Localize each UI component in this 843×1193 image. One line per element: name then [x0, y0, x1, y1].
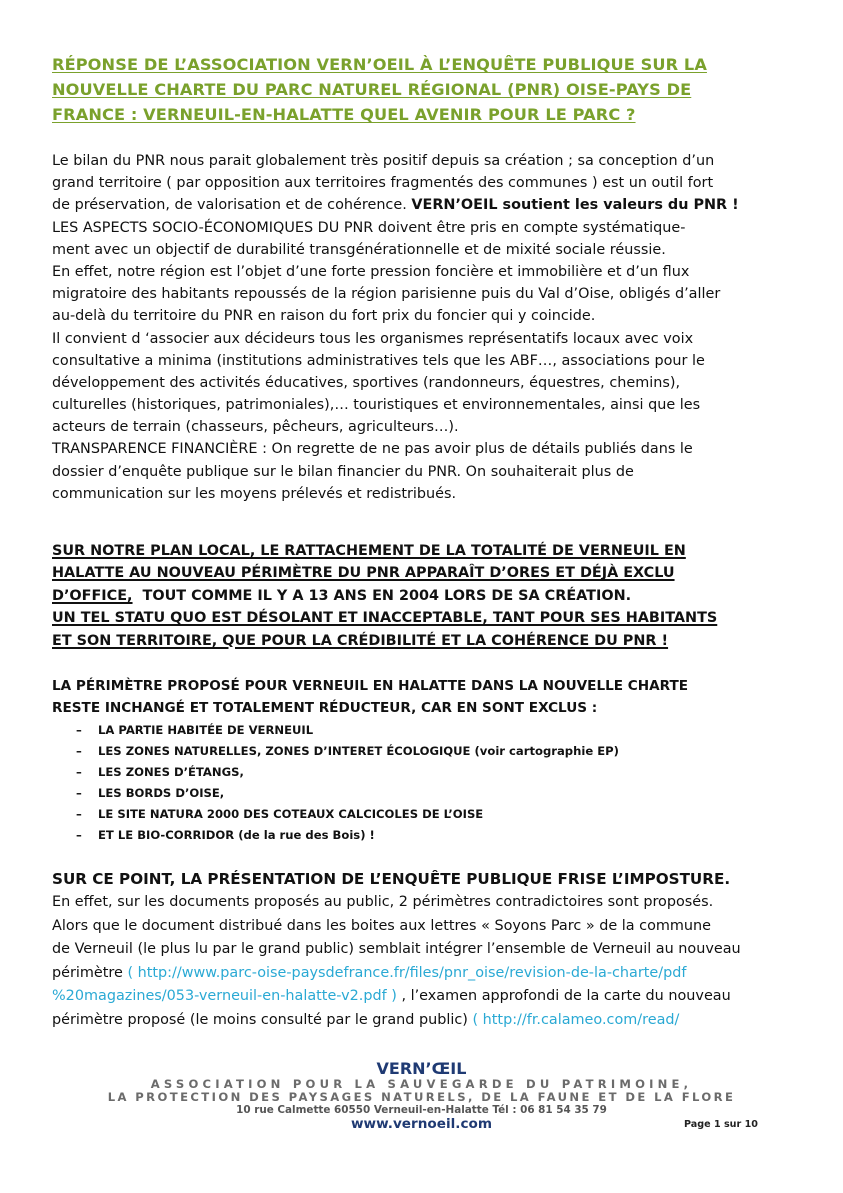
text-run: de préservation, de valorisation et de cohérence. — [52, 197, 412, 214]
paragraph-line: dossier d’enquête publique sur le bilan financier du PNR. On souhaiterait plus de — [52, 463, 634, 480]
list-item-text: LA PARTIE HABITÉE DE VERNEUIL — [98, 723, 314, 737]
paragraph-line — [52, 1009, 797, 1033]
paragraph-line: LES ASPECTS SOCIO-ÉCONOMIQUES DU PNR doivent être pris en compte systématique- — [52, 219, 686, 236]
association-name: VERN’ŒIL — [376, 1059, 467, 1078]
paragraph-line: Il convient d ‘associer aux décideurs tous les organismes représentatifs locaux avec voix — [52, 330, 694, 347]
paragraph-line: Le bilan du PNR nous parait globalement très positif depuis sa création ; sa conception d’un — [52, 153, 715, 169]
title-line: NOUVELLE CHARTE DU PARC NATUREL RÉGIONAL (PNR) OISE-PAYS DE — [52, 80, 692, 99]
warning-line: ET SON TERRITOIRE, QUE POUR LA CRÉDIBILITÉ ET LA COHÉRENCE DU PNR ! — [52, 632, 669, 649]
perimeter-line: RESTE INCHANGÉ ET TOTALEMENT RÉDUCTEUR, CAR EN SONT EXCLUS : — [52, 699, 598, 716]
list-item: – LA PARTIE HABITÉE DE VERNEUIL — [76, 723, 314, 737]
paragraph-line: de Verneuil (le plus lu par le grand public) semblait intégrer l’ensemble de Verneuil au nouveau — [52, 941, 741, 958]
list-item-text: LE SITE NATURA 2000 DES COTEAUX CALCICOLES DE L’OISE — [98, 807, 484, 821]
list-item: – LE SITE NATURA 2000 DES COTEAUX CALCICOLES DE L’OISE — [76, 807, 484, 821]
paragraph-line: grand territoire ( par opposition aux territoires fragmentés des communes ) est un outil fort — [52, 175, 714, 192]
excluded-zones-list — [76, 720, 619, 846]
paragraph-line: communication sur les moyens prélevés et redistribués. — [52, 485, 457, 502]
paragraph-line — [52, 194, 797, 216]
paragraph-line: En effet, sur les documents proposés au public, 2 périmètres contradictoires sont proposés. — [52, 894, 714, 910]
paragraph-line — [52, 985, 797, 1009]
text-run: TOUT COMME IL Y A 13 ANS EN 2004 LORS DE SA CRÉATION. — [132, 587, 632, 604]
paragraph-line: consultative a minima (institutions administratives tels que les ABF…, associations pour le — [52, 352, 705, 369]
paragraph-line: développement des activités éducatives, sportives (randonneurs, équestres, chemins), — [52, 374, 681, 391]
list-item: – LES ZONES D’ÉTANGS, — [76, 765, 244, 779]
warning-line: HALATTE AU NOUVEAU PÉRIMÈTRE DU PNR APPARAÎT D’ORES ET DÉJÀ EXCLU — [52, 565, 675, 582]
parc-magazine-link-continued[interactable]: %20magazines/053-verneuil-en-halatte-v2.pdf ) — [52, 988, 397, 1005]
text-run: périmètre — [52, 964, 128, 981]
paragraph-line — [52, 962, 797, 986]
list-item: – ET LE BIO-CORRIDOR (de la rue des Bois) ! — [76, 828, 375, 842]
paragraph-line: migratoire des habitants repoussés de la région parisienne puis du Val d’Oise, obligés d’aller — [52, 286, 721, 303]
text-run: , l’examen approfondi de la carte du nouveau — [396, 988, 731, 1005]
website-link[interactable]: www.vernoeil.com — [350, 1116, 493, 1132]
title-line: FRANCE : VERNEUIL-EN-HALATTE QUEL AVENIR POUR LE PARC ? — [52, 105, 636, 124]
list-item-text: ET LE BIO-CORRIDOR (de la rue des Bois) ! — [98, 828, 375, 842]
list-item: – LES BORDS D’OISE, — [76, 786, 225, 800]
intro-section — [52, 150, 797, 505]
support-statement: VERN’OEIL soutient les valeurs du PNR ! — [411, 197, 739, 214]
association-tagline: LA PROTECTION DES PAYSAGES NATURELS, DE LA FAUNE ET DE LA FLORE — [107, 1090, 736, 1104]
paragraph-line: culturelles (historiques, patrimoniales),… touristiques et environnementales, ainsi que les — [52, 397, 701, 414]
text-run: D’OFFICE, — [52, 587, 133, 604]
list-item-text: LES ZONES NATURELLES, ZONES D’INTERET ÉCOLOGIQUE (voir cartographie EP) — [98, 744, 619, 758]
list-item-text: LES ZONES D’ÉTANGS, — [98, 765, 244, 779]
warning-line: SUR NOTRE PLAN LOCAL, LE RATTACHEMENT DE LA TOTALITÉ DE VERNEUIL EN — [52, 543, 686, 559]
document-title — [52, 52, 792, 127]
paragraph-line: En effet, notre région est l’objet d’une forte pression foncière et immobilière et d’un flux — [52, 263, 690, 280]
local-plan-warning — [52, 540, 797, 652]
section-heading: SUR CE POINT, LA PRÉSENTATION DE L’ENQUÊTE PUBLIQUE FRISE L’IMPOSTURE. — [52, 870, 731, 888]
association-address: 10 rue Calmette 60550 Verneuil-en-Halatte Tél : 06 81 54 35 79 — [236, 1104, 607, 1116]
parc-magazine-link[interactable]: ( http://www.parc-oise-paysdefrance.fr/files/pnr_oise/revision-de-la-charte/pdf — [127, 964, 687, 981]
survey-section — [52, 868, 797, 1033]
calameo-link[interactable]: ( http://fr.calameo.com/read/ — [472, 1011, 680, 1028]
perimeter-section — [52, 676, 797, 719]
title-line: RÉPONSE DE L’ASSOCIATION VERN’OEIL À L’ENQUÊTE PUBLIQUE SUR LA — [52, 55, 707, 74]
association-tagline: ASSOCIATION POUR LA SAUVEGARDE DU PATRIMOINE, — [150, 1077, 693, 1091]
perimeter-line: LA PÉRIMÈTRE PROPOSÉ POUR VERNEUIL EN HALATTE DANS LA NOUVELLE CHARTE — [52, 678, 689, 694]
list-item: – LES ZONES NATURELLES, ZONES D’INTERET ÉCOLOGIQUE (voir cartographie EP) — [76, 744, 619, 758]
warning-line: UN TEL STATU QUO EST DÉSOLANT ET INACCEPTABLE, TANT POUR SES HABITANTS — [52, 610, 718, 627]
paragraph-line: Alors que le document distribué dans les boites aux lettres « Soyons Parc » de la commune — [52, 917, 712, 934]
paragraph-line: ment avec un objectif de durabilité transgénérationnelle et de mixité sociale réussie. — [52, 241, 666, 258]
list-item-text: LES BORDS D’OISE, — [98, 786, 225, 800]
paragraph-line: TRANSPARENCE FINANCIÈRE : On regrette de ne pas avoir plus de détails publiés dans le — [52, 441, 693, 458]
paragraph-line: acteurs de terrain (chasseurs, pêcheurs, agriculteurs…). — [52, 419, 459, 436]
paragraph-line: au-delà du territoire du PNR en raison du fort prix du foncier qui y coincide. — [52, 308, 596, 325]
page-number: Page 1 sur 10 — [684, 1119, 758, 1130]
warning-line — [52, 585, 797, 607]
text-run: périmètre proposé (le moins consulté par le grand public) — [52, 1011, 473, 1028]
